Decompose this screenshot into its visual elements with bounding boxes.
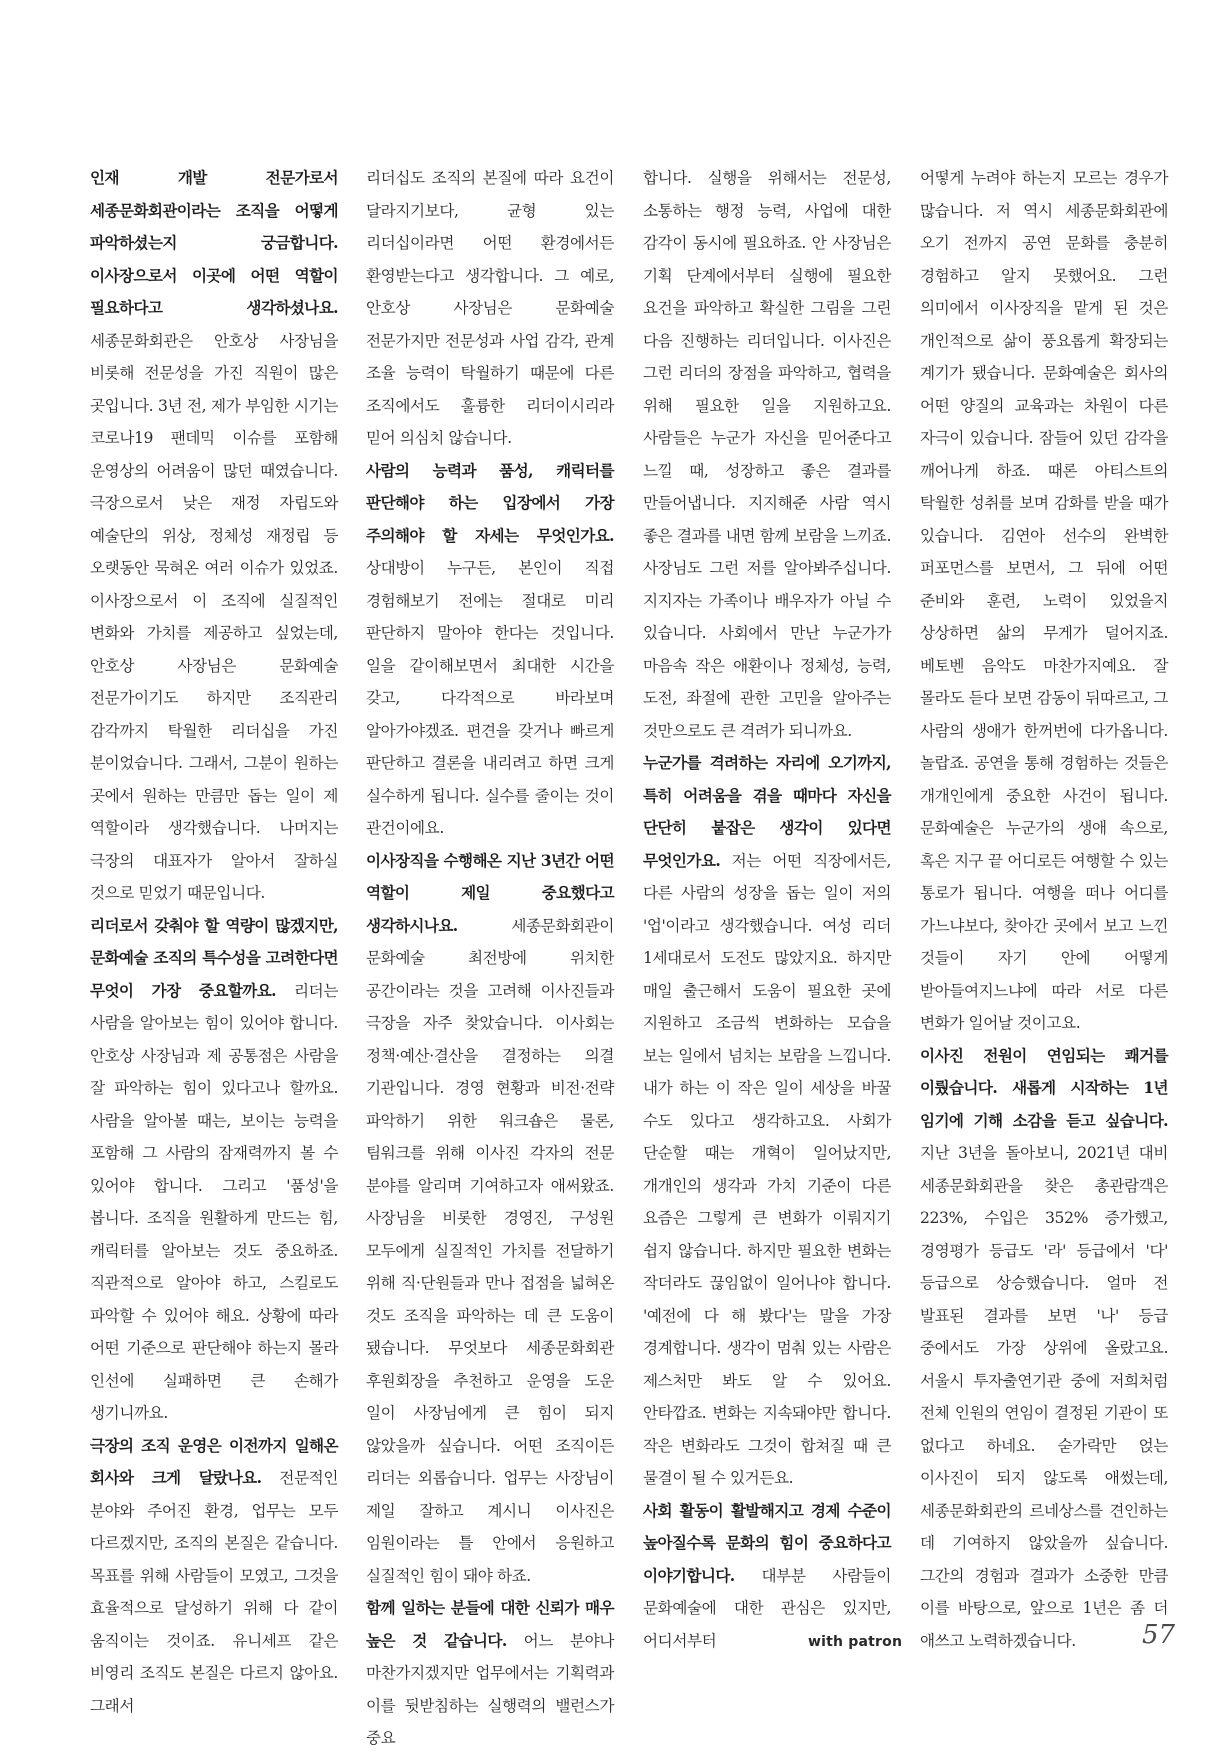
answer-text: 저는 어떤 직장에서든, 다른 사람의 성장을 돕는 일이 저의 '업'이라고 생각했습니다. 여성 리더 1세대로서 도전도 많았지요. 하지만 매일 출근해서 도움이 필요한 곳에 지원하고 조금씩 변화하는 모습을 보는 일에서 넘치는 보람을 느낍니다. 내가 하는 이 작은 일이 세상을 바꿀 수도 있다고 생각하고요. 사회가 단순할 때는 개혁이 일어났지만, 개개인의 생각과 가치 기준이 다른 요즘은 그렇게 큰 변화가 이뤄지기 쉽지 않습니다. 하지만 필요한 변화는 작더라도 끊임없이 일어나야 합니다. '예전에 다 해 봤다'는 말을 가장 경계합니다. 생각이 멈춰 있는 사람은 제스처만 봐도 알 수 있어요. 안타깝죠. 변화는 지속돼야만 합니다. 작은 변화라도 그것이 합쳐질 때 큰 물결이 될 수 있거든요. [643, 851, 891, 1487]
paragraph [90, 162, 338, 910]
page-number: 57 [1142, 1620, 1176, 1650]
footer-brand: with patron [808, 1634, 903, 1650]
answer-text: 세종문화회관은 안호상 사장님을 비롯해 전문성을 가진 직원이 많은 곳입니다. 3년 전, 제가 부임한 시기는 코로나19 팬데믹 이슈를 포함해 운영상의 어려움이 많던 때였습니다. 극장으로서 낮은 재정 자립도와 예술단의 위상, 정체성 재정립 등 오랫동안 묵혀온 여러 이슈가 있었죠. 이사장으로서 이 조직에 실질적인 변화와 가치를 제공하고 싶었는데, 안호상 사장님은 문화예술 전문가이기도 하지만 조직관리 감각까지 탁월한 리더십을 가진 분이었습니다. 그래서, 그분이 원하는 곳에서 원하는 만큼만 돕는 일이 제 역할이라 생각했습니다. 나머지는 극장의 대표자가 알아서 잘하실 것으로 믿었기 때문입니다. [90, 331, 338, 902]
question-text: 누군가를 격려하는 자리에 오기까지, 특히 어려움을 겪을 때마다 자신을 단단히 붙잡은 생각이 있다면 무엇인가요. [643, 753, 891, 870]
question-text: 함께 일하는 분들에 대한 신뢰가 매우 높은 것 같습니다. [366, 1598, 614, 1650]
paragraph [920, 162, 1168, 1040]
question-text: 리더로서 갖춰야 할 역량이 많겠지만, 문화예술 조직의 특수성을 고려한다면 무엇이 가장 중요할까요. [90, 915, 338, 1000]
question-text: 인재 개발 전문가로서 세종문화회관이라는 조직을 어떻게 파악하셨는지 궁금합니다. 이사장으로서 이곳에 어떤 역할이 필요하다고 생각하셨나요. [90, 168, 338, 317]
question-text: 이사장직을 수행해온 지난 3년간 어떤 역할이 제일 중요했다고 생각하시나요. [366, 850, 614, 935]
paragraph [366, 455, 614, 845]
paragraph [90, 1430, 338, 1723]
answer-text: 상대방이 누구든, 본인이 직접 경험해보기 전에는 절대로 미리 판단하지 말아야 한다는 것입니다. 일을 같이해보면서 최대한 시간을 갖고, 다각적으로 바라보며 알아가야겠죠. 편견을 갖거나 빠르게 판단하고 결론을 내리려고 하면 크게 실수하게 됩니다. 실수를 줄이는 것이 관건이에요. [366, 559, 614, 837]
answer-text: 어떻게 누려야 하는지 모르는 경우가 많습니다. 저 역시 세종문화회관에 오기 전까지 공연 문화를 충분히 경험하고 알지 못했어요. 그런 의미에서 이사장직을 맡게 된 것은 개인적으로 삶이 풍요롭게 확장되는 계기가 됐습니다. 문화예술은 회사의 어떤 양질의 교육과는 차원이 다른 자극이 있습니다. 잠들어 있던 감각을 깨어나게 하죠. 때론 아티스트의 탁월한 성취를 보며 감화를 받을 때가 있습니다. 김연아 선수의 완벽한 퍼포먼스를 보면서, 그 뒤에 어떤 준비와 훈련, 노력이 있었을지 상상하면 삶의 무게가 덜어지죠. 베토벤 음악도 마찬가지예요. 잘 몰라도 듣다 보면 감동이 뒤따르고, 그 사람의 생애가 한꺼번에 다가옵니다. 놀랍죠. 공연을 통해 경험하는 것들은 개개인에게 중요한 사건이 됩니다. 문화예술은 누군가의 생애 속으로, 혹은 지구 끝 어디로든 여행할 수 있는 통로가 됩니다. 여행을 떠나 어디를 가느냐보다, 찾아간 곳에서 보고 느낀 것들이 자기 안에 어떻게 받아들여지느냐에 따라 서로 다른 변화가 일어날 것이고요. [920, 169, 1168, 1032]
question-text: 사회 활동이 활발해지고 경제 수준이 높아질수록 문화의 힘이 중요하다고 이야기합니다. [643, 1500, 891, 1585]
paragraph [643, 162, 891, 747]
answer-text: 합니다. 실행을 위해서는 전문성, 소통하는 행정 능력, 사업에 대한 감각이 동시에 필요하죠. 안 사장님은 기획 단계에서부터 실행에 필요한 요건을 파악하고 확실한 그림을 그린 다음 진행하는 리더입니다. 이사진은 그런 리더의 장점을 파악하고, 협력을 위해 필요한 일을 지원하고요. 사람들은 누군가 자신을 믿어준다고 느낄 때, 성장하고 좋은 결과를 만들어냅니다. 지지해준 사람 역시 좋은 결과를 내면 함께 보람을 느끼죠. 사장님도 그런 저를 알아봐주십니다. 지지자는 가족이나 배우자가 아닐 수 있습니다. 사회에서 만난 누군가가 마음속 작은 애환이나 정체성, 능력, 도전, 좌절에 관한 고민을 알아주는 것만으로도 큰 격려가 되니까요. [643, 169, 891, 740]
paragraph [90, 910, 338, 1430]
paragraph [366, 162, 614, 455]
question-text: 이사진 전원이 연임되는 쾌거를 이뤘습니다. 새롭게 시작하는 1년 임기에 기해 소감을 듣고 싶습니다. [920, 1045, 1168, 1130]
paragraph [366, 1592, 614, 1755]
answer-text: 대부분 사람들이 문화예술에 대한 관심은 있지만, 어디서부터 [643, 1566, 891, 1650]
answer-text: 리더십도 조직의 본질에 따라 요건이 달라지기보다, 균형 있는 리더십이라면 어떤 환경에서든 환영받는다고 생각합니다. 그 예로, 안호상 사장님은 문화예술 전문가지만 전문성과 사업 감각, 관계 조율 능력이 탁월하기 때문에 다른 조직에서도 훌륭한 리더이시리라 믿어 의심치 않습니다. [366, 169, 614, 447]
paragraph [643, 747, 891, 1495]
paragraph [366, 845, 614, 1593]
answer-text: 어느 분야나 마찬가지겠지만 업무에서는 기획력과 이를 뒷받침하는 실행력의 밸런스가 중요 [366, 1631, 615, 1747]
answer-text: 세종문화회관이 문화예술 최전방에 위치한 공간이라는 것을 고려해 이사진들과 극장을 자주 찾았습니다. 이사회는 정책·예산·결산을 결정하는 의결 기관입니다. 경영 현황과 비전·전략 파악하기 위한 워크숍은 물론, 팀워크를 위해 이사진 각자의 전문 분야를 알리며 기여하고자 애써왔죠. 사장님을 비롯한 경영진, 구성원 모두에게 실질적인 가치를 전달하기 위해 직·단원들과 만나 접점을 넓혀온 것도 조직을 파악하는 데 큰 도움이 됐습니다. 무엇보다 세종문화회관 후원회장을 추천하고 운영을 도운 일이 사장님에게 큰 힘이 되지 않았을까 싶습니다. 어떤 조직이든 리더는 외롭습니다. 업무는 사장님이 제일 잘하고 계시니 이사진은 임원이라는 틀 안에서 응원하고 실질적인 힘이 돼야 하죠. [366, 916, 614, 1585]
text-column-1 [90, 162, 338, 1715]
question-text: 극장의 조직 운영은 이전까지 일해온 회사와 크게 달랐나요. [90, 1435, 338, 1487]
answer-text: 리더는 사람을 알아보는 힘이 있어야 합니다. 안호상 사장님과 제 공통점은 사람을 잘 파악하는 힘이 있다고나 할까요. 사람을 알아볼 때는, 보이는 능력을 포함해 그 사람의 잠재력까지 볼 수 있어야 합니다. 그리고 '품성'을 봅니다. 조직을 원활하게 만드는 힘, 캐릭터를 알아보는 것도 중요하죠. 직관적으로 알아야 하고, 스킬로도 파악할 수 있어야 해요. 상황에 따라 어떤 기준으로 판단해야 하는지 몰라 인선에 실패하면 큰 손해가 생기니까요. [90, 981, 338, 1422]
answer-text: 지난 3년을 돌아보니, 2021년 대비 세종문화회관을 찾은 총관람객은 223%, 수입은 352% 증가했고, 경영평가 등급도 '라' 등급에서 '다' 등급으로 상승했습니다. 얼마 전 발표된 결과를 보면 '나' 등급 중에서도 가장 상위에 올랐고요. 서울시 투자출연기관 중에 저희처럼 전체 인원의 연임이 결정된 기관이 또 없다고 하네요. 숟가락만 얹는 이사진이 되지 않도록 애썼는데, 세종문화회관의 르네상스를 견인하는 데 기여하지 않았을까 싶습니다. 그간의 경험과 결과가 소중한 만큼 이를 바탕으로, 앞으로 1년은 좀 더 애쓰고 노력하겠습니다. [920, 1144, 1168, 1650]
text-column-2 [366, 162, 615, 1747]
paragraph [643, 1495, 891, 1658]
paragraph [920, 1040, 1168, 1658]
answer-text: 전문적인 분야와 주어진 환경, 업무는 모두 다르겠지만, 조직의 본질은 같습니다. 목표를 위해 사람들이 모였고, 그것을 효율적으로 달성하기 위해 다 같이 움직이는 것이죠. 유니세프 같은 비영리 조직도 본질은 다르지 않아요. 그래서 [90, 1469, 338, 1715]
question-text: 사람의 능력과 품성, 캐릭터를 판단해야 하는 입장에서 가장 주의해야 할 자세는 무엇인가요. [366, 460, 614, 545]
